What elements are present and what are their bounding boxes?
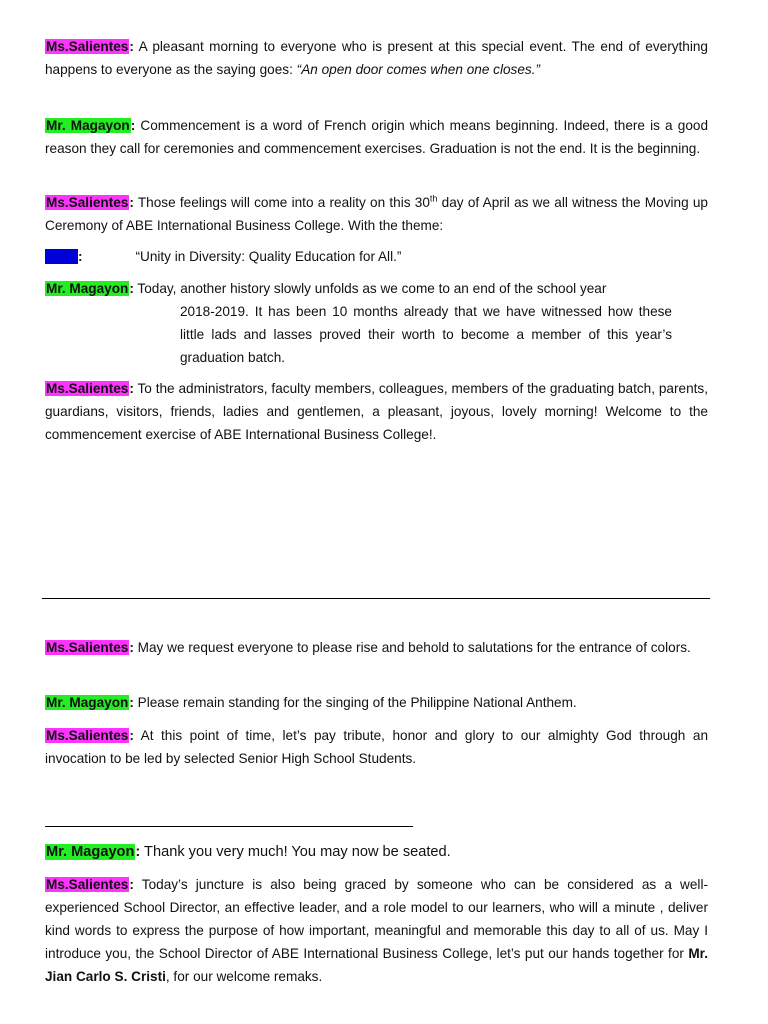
script-paragraph-4: Both: “Unity in Diversity: Quality Education for All.” — [46, 249, 402, 264]
speaker-label: Ms.Salientes — [46, 728, 129, 743]
script-paragraph-3: Ms.Salientes: Those feelings will come into a reality on this 30th day of April as we all witness the Moving up Ceremony of ABE International Business College. With the theme: — [45, 193, 708, 233]
script-paragraph-1: Ms.Salientes: A pleasant morning to everyone who is present at this special event. The end of everything happens to everyone as the saying goes: “An open door comes when one closes.” — [45, 39, 708, 77]
short-divider — [45, 826, 413, 827]
script-paragraph-9: Ms.Salientes: At this point of time, let’s pay tribute, honor and glory to our almighty God through an invocation to be led by selected Senior High School Students. — [45, 728, 708, 766]
speaker-label: Ms.Salientes — [46, 381, 129, 396]
speaker-label: Mr. Magayon — [46, 118, 130, 133]
speaker-label: Ms.Salientes — [46, 39, 129, 54]
speaker-name: Mr. Jian Carlo S. Cristi — [45, 946, 708, 984]
theme-text: “Unity in Diversity: Quality Education for All.” — [135, 249, 402, 264]
speaker-label: Both — [46, 249, 77, 264]
speaker-label: Ms.Salientes — [46, 195, 129, 210]
speaker-label: Ms.Salientes — [46, 640, 129, 655]
speaker-label: Ms.Salientes — [46, 877, 129, 892]
script-paragraph-6: Ms.Salientes: To the administrators, faculty members, colleagues, members of the graduating batch, parents, guardians, visitors, friends, ladies and gentlemen, a pleasant, joyous, lovely morning! Welcome to the commencement exercise of ABE International Business College!. — [45, 381, 708, 442]
script-paragraph-5: Mr. Magayon: Today, another history slowly unfolds as we come to an end of the school year 2018-2019. It has been 10 months already that we have witnessed how these little lads and lasses proved their worth to become a member of this year’s graduation batch. — [45, 277, 708, 369]
script-paragraph-11: Ms.Salientes: Today’s juncture is also being graced by someone who can be considered as a well-experienced School Director, an effective leader, and a role model to our learners, who will a minute , deliver kind words to express the purpose of how important, meaningful and memorable this day to all of us. May I introduce you, the School Director of ABE International Business College, let’s put our hands together for Mr. Jian Carlo S. Cristi, for our welcome remaks. — [45, 877, 708, 984]
script-paragraph-2: Mr. Magayon: Commencement is a word of French origin which means beginning. Indeed, there is a good reason they call for ceremonies and commencement exercises. Graduation is not the end. It is the beginning. — [45, 118, 708, 156]
script-paragraph-8: Mr. Magayon: Please remain standing for the singing of the Philippine National Anthem. — [46, 695, 577, 710]
continuation: 2018-2019. It has been 10 months already that we have witnessed how these little lads and lasses proved their worth to become a member of this year’s graduation batch. — [180, 304, 672, 365]
section-divider — [42, 598, 710, 599]
script-paragraph-7: Ms.Salientes: May we request everyone to please rise and behold to salutations for the entrance of colors. — [46, 640, 691, 655]
speaker-label: Mr. Magayon — [46, 281, 129, 296]
script-paragraph-10: Mr. Magayon: Thank you very much! You may now be seated. — [46, 844, 451, 860]
speaker-label: Mr. Magayon — [46, 695, 129, 710]
quote: “An open door comes when one closes.” — [296, 62, 540, 77]
speaker-label: Mr. Magayon — [46, 844, 135, 860]
